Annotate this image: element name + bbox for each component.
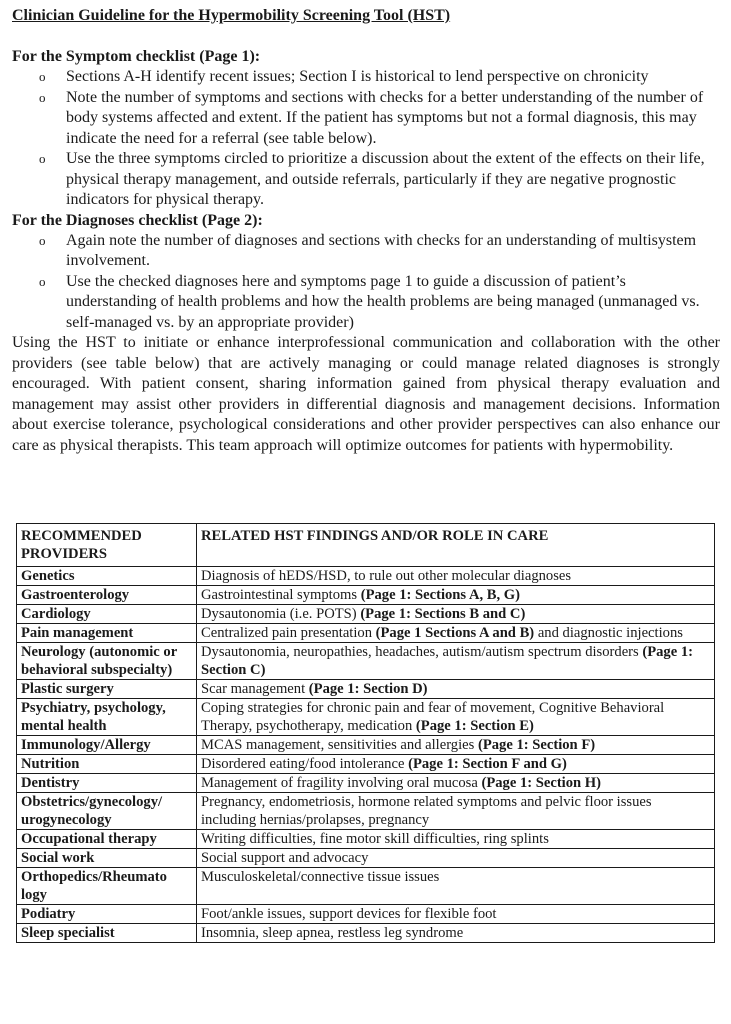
- provider-cell: Dentistry: [17, 774, 197, 793]
- page-section-reference: (Page 1: Section F): [477, 737, 596, 753]
- finding-cell: [197, 755, 715, 774]
- provider-cell: Occupational therapy: [17, 830, 197, 849]
- finding-text: Social support and advocacy: [201, 850, 369, 866]
- table-row: [17, 849, 715, 868]
- page-section-reference: (Page 1: Section C): [201, 644, 694, 678]
- providers-table-body: [17, 567, 715, 943]
- finding-cell: [197, 924, 715, 943]
- finding-cell: [197, 605, 715, 624]
- provider-cell: Orthopedics/Rheumato logy: [17, 868, 197, 905]
- page-section-reference: (Page 1: Sections B and C): [360, 606, 526, 622]
- page-section-reference: (Page 1: Section H): [481, 775, 602, 791]
- page-section-reference: (Page 1: Sections A, B, G): [360, 587, 521, 603]
- page-section-reference: (Page 1: Section F and G): [408, 756, 567, 772]
- table-row: [17, 699, 715, 736]
- page-section-reference: (Page 1: Section D): [308, 681, 428, 697]
- finding-text: MCAS management, sensitivities and allergies: [201, 737, 478, 753]
- bullet-icon: o: [39, 232, 46, 248]
- list-item: o Use the three symptoms circled to prioritize a discussion about the extent of the effects on their life, physical therapy management, and outside referrals, particularly if they are negative prognostic indicators for physical therapy.: [39, 150, 705, 208]
- provider-cell: Nutrition: [17, 755, 197, 774]
- bullet-icon: o: [39, 273, 46, 289]
- provider-cell: Social work: [17, 849, 197, 868]
- finding-cell: [197, 868, 715, 905]
- bullet-icon: o: [39, 151, 46, 166]
- bullet-icon: o: [39, 69, 46, 84]
- finding-text: Musculoskeletal/connective tissue issues: [201, 869, 440, 885]
- column-header-findings: RELATED HST FINDINGS AND/OR ROLE IN CARE: [197, 524, 715, 567]
- table-row: [17, 567, 715, 586]
- table-row: [17, 924, 715, 943]
- provider-cell: Gastroenterology: [17, 586, 197, 605]
- finding-text: Gastrointestinal symptoms: [201, 587, 361, 603]
- finding-cell: [197, 567, 715, 586]
- finding-text: Centralized pain presentation: [201, 625, 376, 641]
- finding-text-continued: and diagnostic injections: [534, 625, 683, 641]
- table-row: [17, 774, 715, 793]
- column-header-providers: RECOMMENDED PROVIDERS: [17, 524, 197, 567]
- provider-cell: Podiatry: [17, 905, 197, 924]
- table-row: [17, 905, 715, 924]
- list-item: o Sections A-H identify recent issues; Section I is historical to lend perspective on chronicity: [12, 67, 720, 88]
- finding-cell: [197, 624, 715, 643]
- table-row: [17, 680, 715, 699]
- finding-cell: [197, 586, 715, 605]
- finding-cell: [197, 643, 715, 680]
- finding-text: Dysautonomia, neuropathies, headaches, autism/autism spectrum disorders: [201, 644, 643, 660]
- table-row: [17, 830, 715, 849]
- table-row: [17, 793, 715, 830]
- finding-cell: [197, 830, 715, 849]
- finding-text: Foot/ankle issues, support devices for flexible foot: [201, 906, 497, 922]
- list-item: o Note the number of symptoms and sections with checks for a better understanding of the number of body systems affected and extent. If the patient has symptoms but not a formal diagnosis, this may indicate the need for a referral (see table below).: [39, 88, 704, 147]
- guideline-page: [12, 6, 720, 457]
- providers-table: [16, 523, 715, 943]
- page-title: Clinician Guideline for the Hypermobility Screening Tool (HST): [12, 7, 451, 24]
- table-header-row: [17, 524, 715, 567]
- table-row: [17, 868, 715, 905]
- provider-cell: Neurology (autonomic or behavioral subspecialty): [17, 643, 197, 680]
- finding-text: Diagnosis of hEDS/HSD, to rule out other molecular diagnoses: [201, 568, 572, 584]
- table-row: [17, 624, 715, 643]
- finding-text: Scar management: [201, 681, 309, 697]
- finding-cell: [197, 699, 715, 736]
- provider-cell: Pain management: [17, 624, 197, 643]
- finding-text: Coping strategies for chronic pain and fear of movement, Cognitive Behavioral Therapy, psychotherapy, medication: [201, 700, 665, 734]
- provider-cell: Genetics: [17, 567, 197, 586]
- symptom-checklist-list: [12, 67, 720, 211]
- page-section-reference: (Page 1: Section E): [415, 718, 534, 734]
- finding-text: Dysautonomia (i.e. POTS): [201, 606, 361, 622]
- finding-text: Management of fragility involving oral mucosa: [201, 775, 482, 791]
- symptom-checklist-heading: For the Symptom checklist (Page 1):: [12, 48, 261, 65]
- table-row: [17, 736, 715, 755]
- finding-cell: [197, 736, 715, 755]
- list-item: o Use the checked diagnoses here and symptoms page 1 to guide a discussion of patient’s understanding of health problems and how the health problems are being managed (unmanaged vs. self-managed vs. by an appropriate provider): [39, 272, 700, 331]
- page-section-reference: (Page 1 Sections A and B): [375, 625, 535, 641]
- table-row: [17, 605, 715, 624]
- diagnoses-checklist-list: [12, 231, 720, 334]
- table-row: [17, 643, 715, 680]
- provider-cell: Cardiology: [17, 605, 197, 624]
- provider-cell: Immunology/Allergy: [17, 736, 197, 755]
- list-item: o Again note the number of diagnoses and sections with checks for an understanding of multisystem involvement.: [39, 231, 697, 269]
- finding-text: Writing difficulties, fine motor skill difficulties, ring splints: [201, 831, 549, 847]
- provider-cell: Obstetrics/gynecology/ urogynecology: [17, 793, 197, 830]
- finding-cell: [197, 905, 715, 924]
- collaboration-paragraph: Using the HST to initiate or enhance interprofessional communication and collaboration with the other providers (see table below) that are actively managing or could manage related diagnoses is strongly encouraged. With patient consent, sharing information gained from physical therapy evaluation and management may assist other providers in differential diagnosis and management decisions. Information about exercise tolerance, psychological considerations and other provider perspectives can also enhance our care as physical therapists. This team approach will optimize outcomes for patients with hypermobility.: [12, 334, 720, 454]
- finding-cell: [197, 793, 715, 830]
- finding-cell: [197, 774, 715, 793]
- finding-cell: [197, 849, 715, 868]
- table-row: [17, 586, 715, 605]
- provider-cell: Sleep specialist: [17, 924, 197, 943]
- provider-cell: Plastic surgery: [17, 680, 197, 699]
- provider-cell: Psychiatry, psychology, mental health: [17, 699, 197, 736]
- finding-text: Pregnancy, endometriosis, hormone related symptoms and pelvic floor issues including hernias/prolapses, pregnancy: [201, 794, 652, 828]
- finding-text: Insomnia, sleep apnea, restless leg syndrome: [201, 925, 464, 941]
- finding-text: Disordered eating/food intolerance: [201, 756, 409, 772]
- diagnoses-checklist-heading: For the Diagnoses checklist (Page 2):: [12, 211, 263, 229]
- table-row: [17, 755, 715, 774]
- finding-cell: [197, 680, 715, 699]
- bullet-icon: o: [39, 89, 46, 105]
